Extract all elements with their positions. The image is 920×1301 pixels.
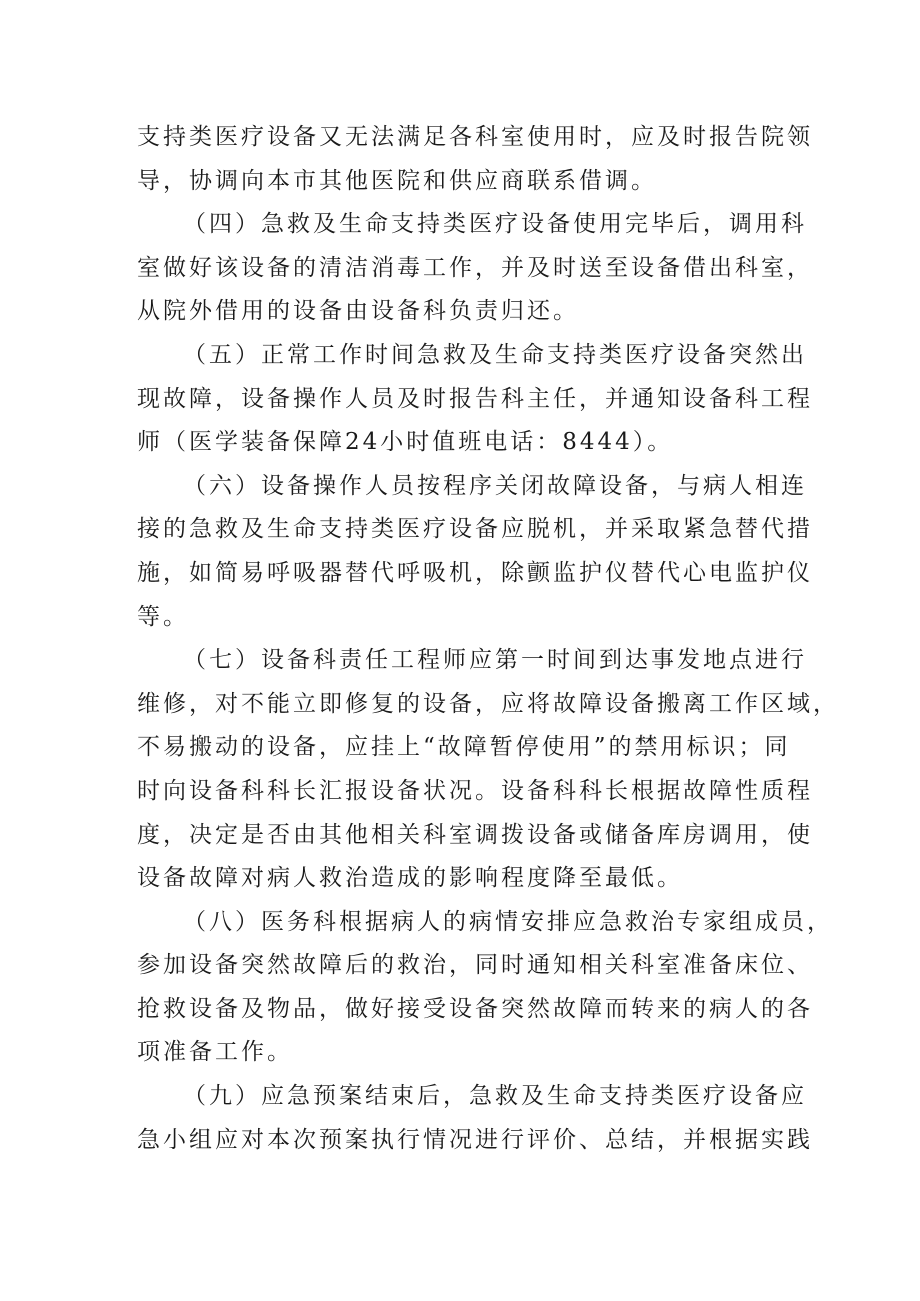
paragraph-continuation: [137, 116, 813, 203]
paragraph-item-6: [137, 465, 813, 639]
text-line: 时向设备科科长汇报设备状况。设备科科长根据故障性质程: [137, 777, 813, 804]
text-line: 施，如简易呼吸器替代呼吸机，除颤监护仪替代心电监护仪: [137, 559, 813, 586]
text-line: 导，协调向本市其他医院和供应商联系借调。: [137, 167, 657, 194]
text-line: （九）应急预案结束后，急救及生命支持类医疗设备应: [183, 1083, 807, 1110]
text-line: 室做好该设备的清洁消毒工作，并及时送至设备借出科室，: [137, 254, 813, 281]
document-body: [137, 116, 839, 1162]
text-line: 等。: [137, 603, 189, 630]
paragraph-item-7: [137, 639, 839, 901]
paragraph-item-5: [137, 334, 813, 465]
text-line: 不易搬动的设备，应挂上“故障暂停使用”的禁用标识；同: [137, 734, 791, 761]
text-line: 从院外借用的设备由设备科负责归还。: [137, 298, 579, 325]
text-line: 维修，对不能立即修复的设备，应将故障设备搬离工作区域，: [137, 690, 839, 717]
paragraph-item-4: [137, 203, 813, 334]
text-line: （五）正常工作时间急救及生命支持类医疗设备突然出: [183, 341, 807, 368]
text-line: （八）医务科根据病人的病情安排应急救治专家组成员，: [183, 908, 833, 935]
text-line: 度，决定是否由其他相关科室调拨设备或储备库房调用，使: [137, 821, 813, 848]
text-line: 接的急救及生命支持类医疗设备应脱机，并采取紧急替代措: [137, 516, 813, 543]
text-line: 师（医学装备保障24小时值班电话：8444）。: [137, 429, 674, 456]
text-line: 项准备工作。: [137, 1039, 293, 1066]
paragraph-item-8: [137, 901, 833, 1075]
text-line: 现故障，设备操作人员及时报告科主任，并通知设备科工程: [137, 385, 813, 412]
text-line: 设备故障对病人救治造成的影响程度降至最低。: [137, 865, 683, 892]
text-line: 抢救设备及物品，做好接受设备突然故障而转来的病人的各: [137, 995, 813, 1022]
text-line: （四）急救及生命支持类医疗设备使用完毕后，调用科: [183, 211, 807, 238]
text-line: （七）设备科责任工程师应第一时间到达事发地点进行: [183, 647, 807, 674]
text-line: 支持类医疗设备又无法满足各科室使用时，应及时报告院领: [137, 124, 813, 150]
paragraph-item-9: [137, 1075, 813, 1162]
text-line: 参加设备突然故障后的救治，同时通知相关科室准备床位、: [137, 952, 813, 979]
text-line: （六）设备操作人员按程序关闭故障设备，与病人相连: [183, 472, 807, 499]
text-line: 急小组应对本次预案执行情况进行评价、总结，并根据实践: [137, 1126, 813, 1153]
